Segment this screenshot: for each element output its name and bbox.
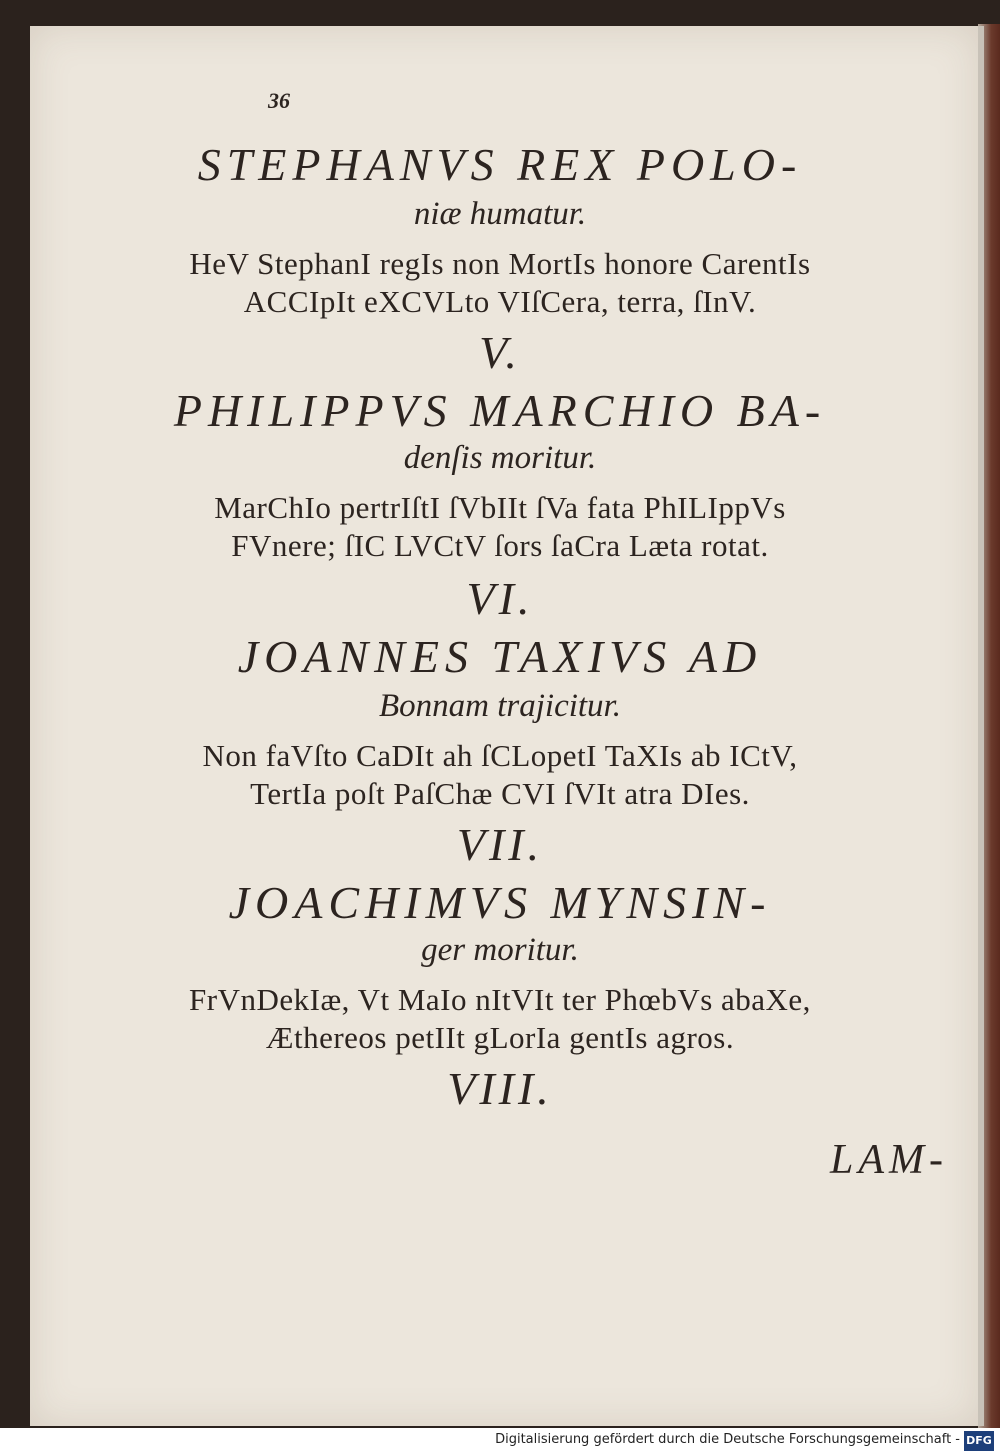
- catchword: LAM-: [830, 1137, 948, 1183]
- section-number: VIII.: [447, 1063, 553, 1114]
- footer-bar: [0, 1428, 1000, 1455]
- section-heading: JOANNES TAXIVS AD: [237, 631, 763, 682]
- section-number: VII.: [456, 819, 544, 870]
- verse-line: HeV StephanI regIs non MortIs honore CarentIs: [189, 246, 811, 281]
- section-heading: PHILIPPVS MARCHIO BA-: [173, 385, 827, 436]
- section-subheading: denſis moritur.: [403, 440, 597, 476]
- section-heading: STEPHANVS REX POLO-: [197, 139, 803, 190]
- section-subheading: Bonnam trajicitur.: [378, 688, 621, 724]
- section-subheading: ger moritur.: [421, 932, 579, 968]
- verse-line: TertIa poſt PaſChæ CVI ſVIt atra DIes.: [250, 776, 750, 811]
- book-page: [30, 26, 984, 1426]
- verse-line: FrVnDekIæ, Vt MaIo nItVIt ter PhœbVs abaXe,: [189, 982, 811, 1017]
- verse-line: ACCIpIt eXCVLto VIſCera, terra, ſInV.: [243, 284, 757, 319]
- footer-credit: Digitalisierung gefördert durch die Deutsche Forschungsgemeinschaft -: [495, 1432, 960, 1447]
- section-subheading: niæ humatur.: [413, 196, 587, 232]
- verse-line: MarChIo pertrIſtI ſVbIIt ſVa fata PhILIppVs: [214, 490, 786, 525]
- section-number: V.: [479, 327, 521, 378]
- page-number: 36: [268, 88, 290, 113]
- section-number: VI.: [466, 573, 534, 624]
- verse-line: FVnere; ſIC LVCtV ſors ſaCra Læta rotat.: [231, 528, 769, 563]
- section-heading: JOACHIMVS MYNSIN-: [228, 877, 772, 928]
- dfg-logo-icon: DFG: [964, 1431, 994, 1451]
- verse-line: Æthereos petIIt gLorIa gentIs agros.: [265, 1020, 735, 1055]
- verse-line: Non faVſto CaDIt ah ſCLopetI TaXIs ab ICtV,: [202, 738, 798, 773]
